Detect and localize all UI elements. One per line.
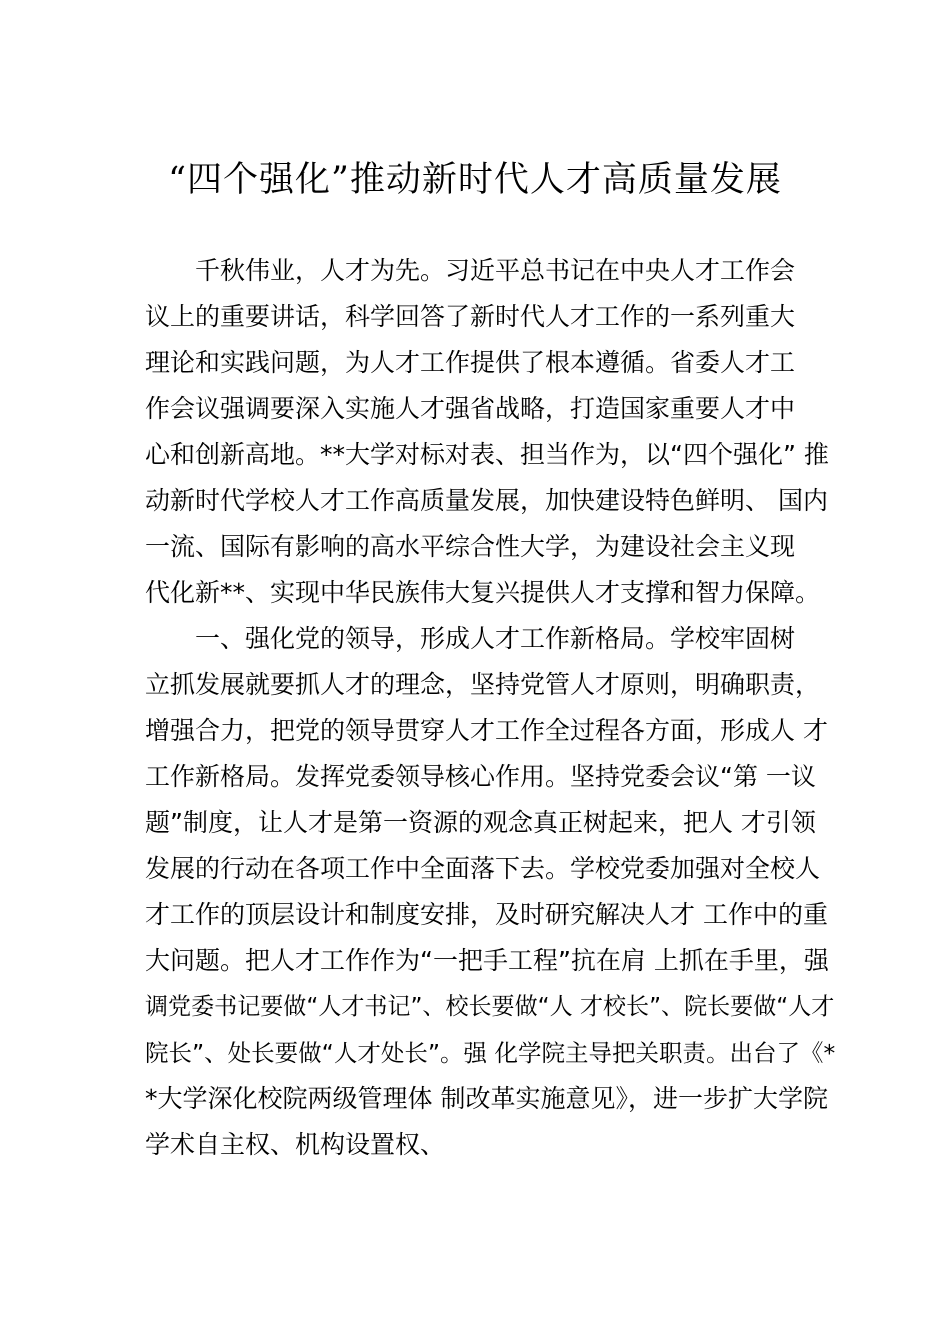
paragraph-line: 代化新**、实现中华民族伟大复兴提供人才支撑和智力保障。 [145,578,821,607]
document-title: “四个强化”推动新时代人才高质量发展 [168,160,782,200]
paragraph-line: 才工作的顶层设计和制度安排，及时研究解决人才 工作中的重 [145,900,828,929]
paragraph-line: 工作新格局。发挥党委领导核心作用。坚持党委会议“第 一议 [145,762,816,791]
paragraph-line: 发展的行动在各项工作中全面落下去。学校党委加强对全校人 [145,854,821,883]
paragraph-line: 题”制度，让人才是第一资源的观念真正树起来，把人 才引领 [145,808,816,837]
paragraph-line: 立抓发展就要抓人才的理念，坚持党管人才原则，明确职责， [145,670,821,699]
paragraph-line: 作会议强调要深入实施人才强省战略，打造国家重要人才中 [145,394,796,423]
paragraph-line: 理论和实践问题，为人才工作提供了根本遵循。省委人才工 [145,348,796,377]
paragraph-line: 增强合力，把党的领导贯穿人才工作全过程各方面，形成人 才 [145,716,828,745]
paragraph-line: *大学深化校院两级管理体 制改革实施意见》，进一步扩大学院 [145,1084,828,1113]
document-body [145,248,835,1168]
paragraph-line: 一、强化党的领导，形成人才工作新格局。学校牢固树 [195,624,796,653]
paragraph-line: 千秋伟业，人才为先。习近平总书记在中央人才工作会 [195,256,796,285]
paragraph-line: 调党委书记要做“人才书记”、校长要做“人 才校长”、院长要做“人才 [145,994,835,1020]
paragraph-line: 学术自主权、机构设置权、 [145,1130,446,1159]
paragraph-line: 心和创新高地。**大学对标对表、担当作为，以“四个强化” 推 [145,440,829,469]
paragraph-line: 一流、国际有影响的高水平综合性大学，为建设社会主义现 [145,532,796,561]
paragraph-line: 大问题。把人才工作作为“一把手工程”抗在肩 上抓在手里，强 [145,946,829,975]
paragraph-line: 动新时代学校人才工作高质量发展，加快建设特色鲜明、 国内 [145,486,828,515]
paragraph-line: 院长”、处长要做“人才处长”。强 化学院主导把关职责。出台了《* [145,1039,836,1067]
paragraph-line: 议上的重要讲话，科学回答了新时代人才工作的一系列重大 [145,302,796,331]
